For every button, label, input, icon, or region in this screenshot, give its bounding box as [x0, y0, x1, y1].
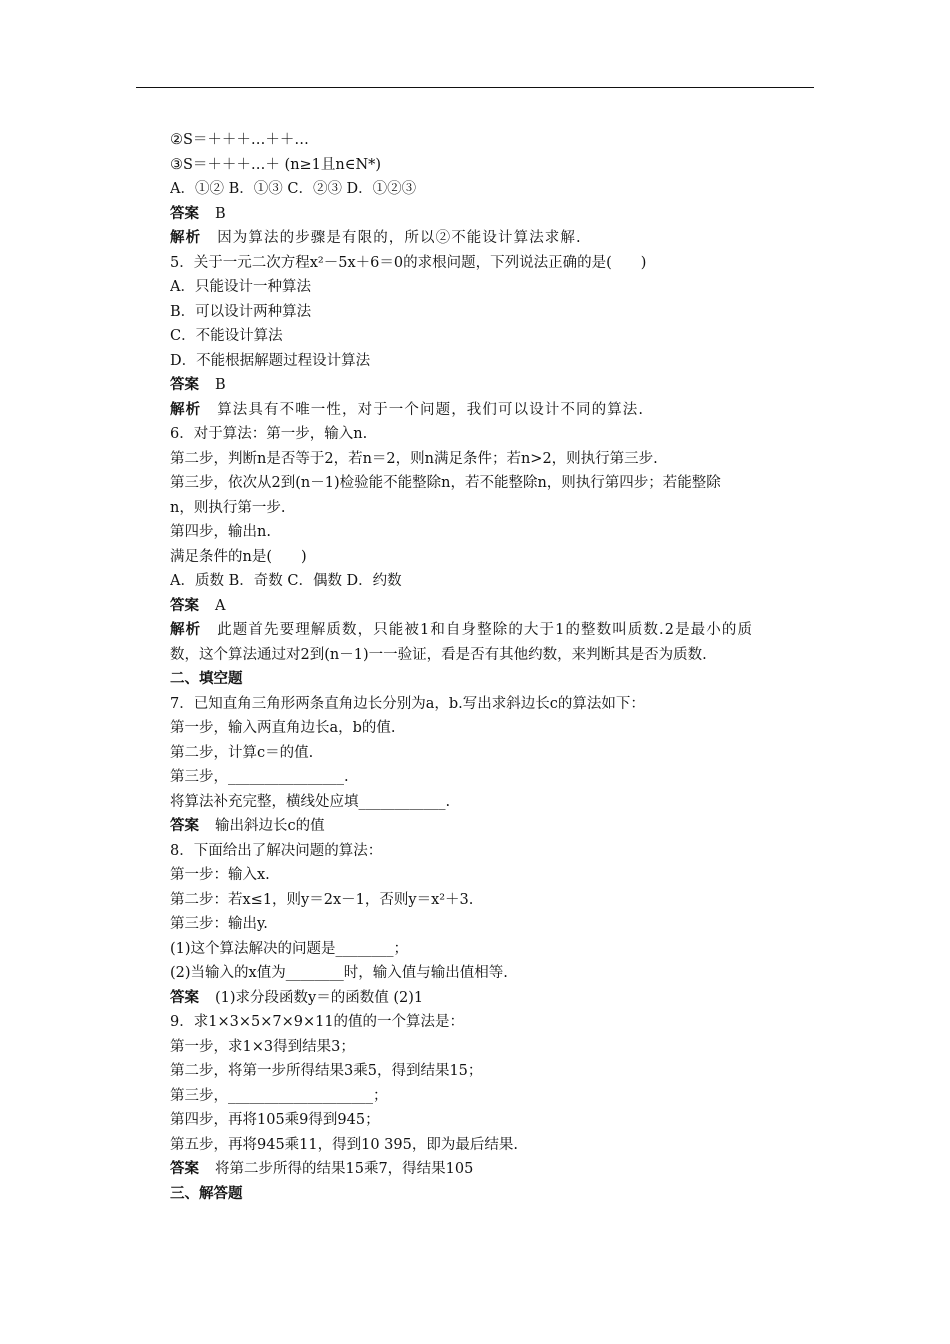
text-line: 第四步，输出n.: [170, 524, 271, 540]
text-line: 第四步，再将105乘9得到945；: [170, 1112, 380, 1128]
text-line: n，则执行第一步.: [170, 499, 286, 516]
section-heading: 三、解答题: [170, 1185, 243, 1202]
text-line: 满足条件的n是( ): [170, 548, 307, 565]
question-line: 7．已知直角三角形两条直角边长分别为a，b.写出求斜边长c的算法如下：: [170, 695, 645, 712]
question-line: 9．求1×3×5×7×9×11的值的一个算法是：: [170, 1014, 465, 1030]
text-line: 第二步，计算c＝的值.: [170, 744, 314, 761]
text-line: 第三步，________________.: [170, 769, 349, 785]
text-line: 第一步，输入两直角边长a，b的值.: [170, 720, 396, 736]
choice-line: A．只能设计一种算法: [170, 279, 311, 295]
analysis-line: 解析 此题首先要理解质数，只能被1和自身整除的大于1的整数叫质数.2是最小的质: [170, 622, 754, 638]
choice-line: C．不能设计算法: [170, 328, 283, 344]
text-line: 第二步，将第一步所得结果3乘5，得到结果15；: [170, 1063, 483, 1079]
text-line: 将算法补充完整，横线处应填____________.: [170, 793, 451, 810]
question-line: 5．关于一元二次方程x²－5x＋6＝0的求根问题，下列说法正确的是( ): [170, 254, 647, 271]
answer-line: 答案 B: [170, 377, 226, 393]
answer-label: 答案: [170, 377, 199, 393]
text-line: 第五步，再将945乘11，得到10 395，即为最后结果.: [170, 1136, 518, 1153]
text-line: (2)当输入的x值为________时，输入值与输出值相等.: [170, 965, 508, 981]
header-rule: [136, 87, 814, 88]
answer-line: 答案 B: [170, 205, 226, 222]
text-line: ②S＝＋＋＋…＋＋…: [170, 132, 309, 148]
text-line: 第二步，判断n是否等于2，若n＝2，则n满足条件；若n>2，则执行第三步.: [170, 450, 658, 467]
answer-label: 答案: [170, 989, 199, 1006]
analysis-line: 解析 因为算法的步骤是有限的，所以②不能设计算法求解.: [170, 230, 582, 246]
answer-line: 答案 输出斜边长c的值: [170, 818, 325, 834]
section-heading: 二、填空题: [170, 671, 243, 687]
answer-line: 答案 A: [170, 597, 226, 614]
choice-line: B．可以设计两种算法: [170, 303, 312, 320]
answer-label: 答案: [170, 1161, 199, 1177]
text-line: (1)这个算法解决的问题是________；: [170, 940, 409, 957]
text-line: 第一步，求1×3得到结果3；: [170, 1038, 355, 1055]
answer-label: 答案: [170, 597, 199, 614]
answer-label: 答案: [170, 818, 199, 834]
document-body: [170, 128, 814, 1206]
text-line: 数，这个算法通过对2到(n－1)一一验证，看是否有其他约数，来判断其是否为质数.: [170, 646, 707, 663]
analysis-label: 解析: [170, 230, 202, 246]
choice-line: A．①② B．①③ C．②③ D．①②③: [170, 181, 417, 197]
text-line: 第三步，依次从2到(n－1)检验能不能整除n，若不能整除n，则执行第四步；若能整除: [170, 475, 721, 491]
text-line: ③S＝＋＋＋…＋ (n≥1且n∈N*): [170, 156, 382, 173]
analysis-line: 解析 算法具有不唯一性，对于一个问题，我们可以设计不同的算法.: [170, 401, 645, 418]
text-line: 第三步：输出y.: [170, 916, 268, 932]
choice-line: D．不能根据解题过程设计算法: [170, 352, 371, 369]
analysis-label: 解析: [170, 401, 202, 418]
answer-label: 答案: [170, 205, 199, 222]
question-line: 6．对于算法：第一步，输入n.: [170, 426, 368, 442]
text-line: 第一步：输入x.: [170, 867, 270, 883]
answer-line: 答案 将第二步所得的结果15乘7，得结果105: [170, 1161, 474, 1177]
text-line: 第二步：若x≤1，则y＝2x－1，否则y＝x²＋3.: [170, 891, 474, 908]
text-line: 第三步，____________________；: [170, 1087, 388, 1104]
question-line: 8．下面给出了解决问题的算法：: [170, 842, 383, 859]
analysis-label: 解析: [170, 622, 202, 638]
answer-line: 答案 (1)求分段函数y＝的函数值 (2)1: [170, 989, 424, 1006]
choice-line: A．质数 B．奇数 C．偶数 D．约数: [170, 573, 402, 589]
